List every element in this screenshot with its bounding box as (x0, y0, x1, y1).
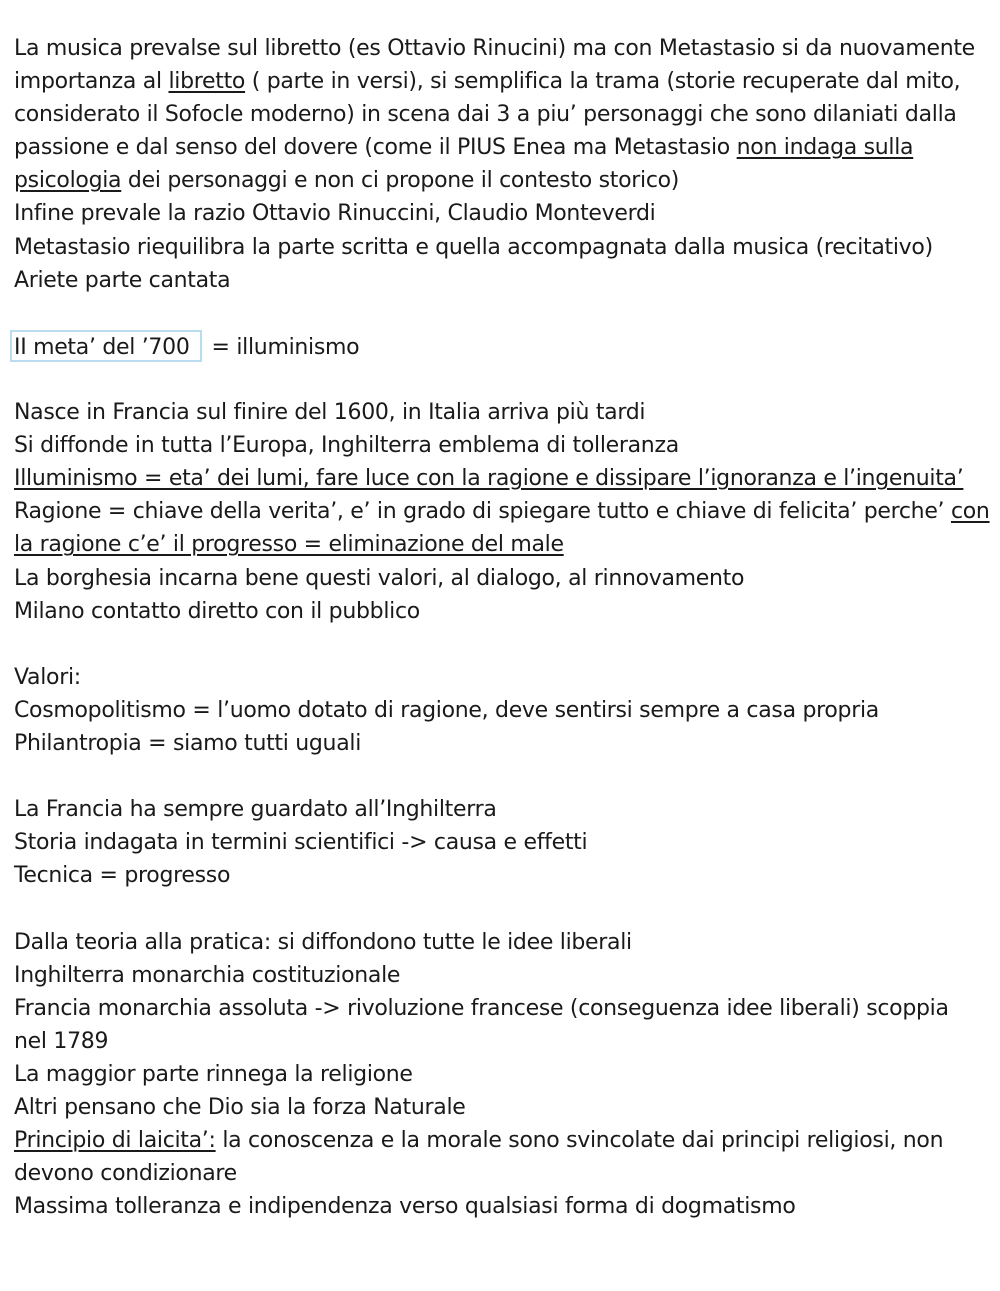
text-span: dei personaggi e non ci propone il contesto storico) (121, 168, 680, 194)
text-span: La Francia ha sempre guardato all’Inghilterra (14, 797, 497, 823)
text-line (14, 661, 986, 694)
text-span: Ragione = chiave della verita’, e’ in grado di spiegare tutto e chiave di felicita’ perche’ (14, 499, 951, 525)
text-span: Valori: (14, 664, 81, 690)
text-line (14, 131, 986, 164)
text-line (14, 396, 986, 429)
text-line (14, 562, 986, 595)
text-line (14, 98, 986, 131)
text-line (14, 793, 986, 826)
text-line (14, 926, 986, 959)
spacer (14, 363, 986, 396)
text-line (14, 859, 986, 892)
text-span: importanza al (14, 69, 169, 95)
spacer (14, 760, 986, 793)
text-span: Storia indagata in termini scientifici -> causa e effetti (14, 830, 588, 856)
spacer (14, 892, 986, 925)
paragraph-illuminismo (14, 396, 990, 628)
text-span: Infine prevale la razio Ottavio Rinuccini, Claudio Monteverdi (14, 201, 656, 227)
text-span: Metastasio riequilibra la parte scritta e quella accompagnata dalla musica (recitativo) (14, 234, 933, 260)
text-line (14, 959, 986, 992)
text-line (14, 495, 990, 528)
text-span: ( parte in versi), si semplifica la trama (storie recuperate dal mito, (245, 69, 961, 95)
text-line (14, 694, 986, 727)
text-line (14, 429, 986, 462)
underlined-text: Illuminismo = eta’ dei lumi, fare luce con la ragione e dissipare l’ignoranza e l’ingenuita’ (14, 466, 964, 492)
text-span: Nasce in Francia sul finire del 1600, in Italia arriva più tardi (14, 400, 646, 426)
underlined-text: la ragione c’e’ il progresso = eliminazione del male (14, 532, 564, 558)
paragraph-valori (14, 661, 986, 760)
text-line (14, 462, 986, 495)
spacer (14, 628, 986, 661)
paragraph-francia (14, 793, 986, 892)
text-line (14, 826, 986, 859)
text-span: Si diffonde in tutta l’Europa, Inghilterra emblema di tolleranza (14, 433, 679, 459)
text-span: devono condizionare (14, 1161, 237, 1187)
text-line (14, 992, 986, 1025)
text-line (14, 595, 986, 628)
section-heading (14, 330, 986, 363)
text-span: Ariete parte cantata (14, 267, 231, 293)
text-span: La maggior parte rinnega la religione (14, 1061, 413, 1087)
underlined-text: non indaga sulla (736, 135, 914, 161)
text-span: La musica prevalse sul libretto (es Ottavio Rinucini) ma con Metastasio si da nuovamente (14, 36, 975, 61)
text-span: La borghesia incarna bene questi valori, al dialogo, al rinnovamento (14, 565, 745, 591)
text-span: Cosmopolitismo = l’uomo dotato di ragione, deve sentirsi sempre a casa propria (14, 697, 879, 723)
text-line (14, 1091, 986, 1124)
text-line (14, 727, 986, 760)
underlined-text: con (950, 499, 990, 525)
text-line (14, 32, 986, 65)
text-line (14, 65, 986, 98)
text-line (14, 528, 986, 561)
heading-rest: = illuminismo (211, 334, 360, 360)
paragraph-pratica (14, 926, 986, 1224)
text-span: Massima tolleranza e indipendenza verso qualsiasi forma di dogmatismo (14, 1194, 796, 1220)
text-span: Altri pensano che Dio sia la forza Naturale (14, 1095, 466, 1120)
text-line (14, 264, 986, 297)
text-span: la conoscenza e la morale sono svincolate dai principi religiosi, non (215, 1128, 944, 1154)
text-line (14, 1190, 986, 1223)
text-line (14, 1025, 986, 1058)
text-span: Philantropia = siamo tutti uguali (14, 730, 362, 756)
text-span: nel 1789 (14, 1028, 109, 1054)
text-span: Milano contatto diretto con il pubblico (14, 598, 420, 624)
text-line (14, 197, 986, 230)
text-span: considerato il Sofocle moderno) in scena dai 3 a piu’ personaggi che sono dilaniati dalla (14, 102, 957, 128)
text-line (14, 1058, 986, 1091)
underlined-text: psicologia (14, 168, 122, 194)
text-line (14, 1157, 986, 1190)
text-line (14, 164, 986, 197)
text-span: Tecnica = progresso (14, 863, 231, 889)
text-span: passione e dal senso del dovere (come il PIUS Enea ma Metastasio (14, 135, 737, 161)
text-line (14, 231, 986, 264)
boxed-heading-text: II meta’ del ’700 (10, 330, 202, 362)
spacer (14, 297, 986, 330)
text-span: Francia monarchia assoluta -> rivoluzione francese (conseguenza idee liberali) scoppia (14, 995, 949, 1021)
paragraph-metastasio (14, 32, 986, 297)
underlined-text: libretto (168, 69, 246, 95)
underlined-text: Principio di laicita’: (14, 1128, 216, 1154)
text-span: Inghilterra monarchia costituzionale (14, 962, 401, 988)
text-span: Dalla teoria alla pratica: si diffondono tutte le idee liberali (14, 929, 632, 955)
text-line (14, 1124, 986, 1157)
